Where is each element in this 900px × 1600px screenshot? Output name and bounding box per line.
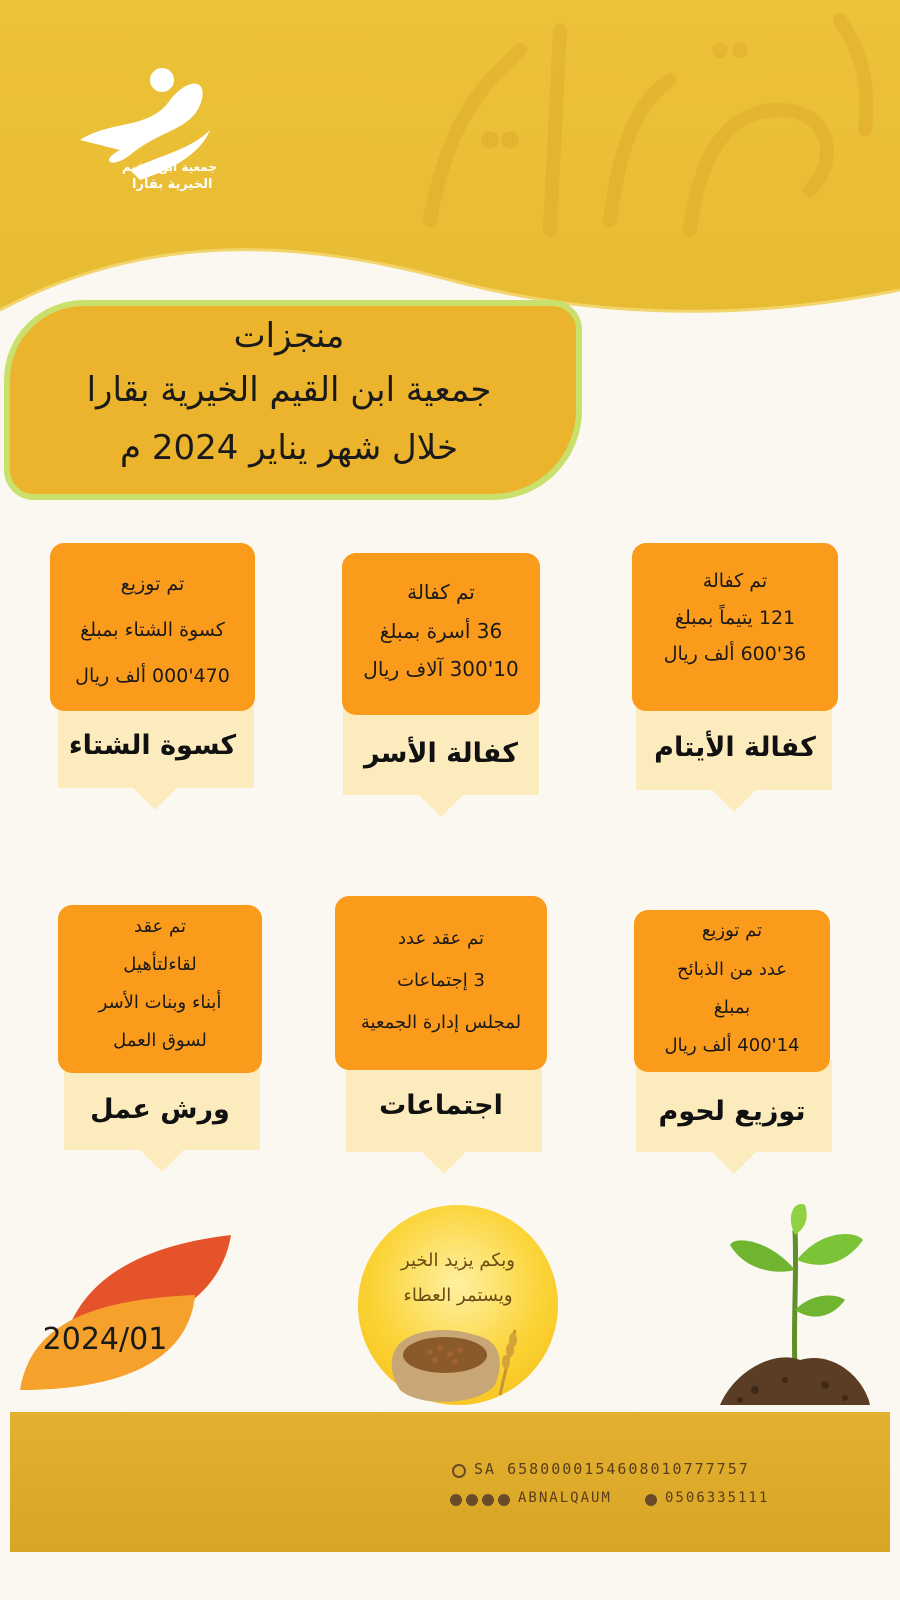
title-line2: جمعية ابن القيم الخيرية بقارا	[86, 370, 492, 410]
footer-handle[interactable]: ABNALQAUM	[518, 1490, 612, 1506]
card-workshops-label: ورش عمل	[90, 1094, 230, 1125]
card-meetings-line3: لمجلس إدارة الجمعية	[360, 1012, 522, 1033]
facebook-icon[interactable]	[498, 1494, 510, 1506]
slogan-line1: وبكم يزيد الخير	[401, 1250, 515, 1271]
card-pointer-meat	[712, 1152, 756, 1174]
snapchat-icon[interactable]	[450, 1494, 462, 1506]
card-pointer-families	[419, 795, 463, 817]
logo-name-line2: الخيرية بقارا	[132, 177, 213, 192]
card-winter-line3: 470'000 ألف ريال	[75, 665, 230, 687]
card-pointer-winter	[133, 788, 177, 810]
title-line3: خلال شهر يناير 2024 م	[119, 428, 459, 468]
plant-icon	[715, 1200, 875, 1410]
card-families-line3: 10'300 آلاف ريال	[363, 657, 519, 681]
footer-iban: SA 6580000154608010777757	[474, 1460, 750, 1478]
card-winter-line1: تم توزيع	[120, 573, 185, 595]
card-pointer-workshops	[140, 1150, 184, 1172]
instagram-icon[interactable]	[466, 1494, 478, 1506]
footer-phone[interactable]: 0506335111	[665, 1490, 770, 1506]
card-workshops-line3: أبناء وبنات الأسر	[98, 992, 222, 1013]
card-families-line2: 36 أسرة بمبلغ	[379, 619, 503, 643]
date-text: 2024/01	[42, 1322, 168, 1357]
card-orphans-line2: 121 يتيماً بمبلغ	[674, 607, 796, 629]
card-families-label: كفالة الأسر	[364, 738, 518, 769]
footer	[10, 1412, 890, 1552]
card-meetings-line1: تم عقد عدد	[398, 928, 484, 949]
card-orphans-line1: تم كفالة	[702, 570, 768, 592]
card-pointer-meetings	[422, 1152, 466, 1174]
whatsapp-icon[interactable]	[645, 1494, 657, 1506]
twitter-icon[interactable]	[482, 1494, 494, 1506]
card-orphans-line3: 36'600 ألف ريال	[663, 643, 807, 665]
card-meetings-label: اجتماعات	[379, 1090, 503, 1121]
card-pointer-orphans	[712, 790, 756, 812]
card-meat-line1: تم توزيع	[701, 920, 763, 941]
card-meat-label: توزيع لحوم	[658, 1096, 806, 1127]
title-line1: منجزات	[233, 316, 345, 356]
card-winter-line2: كسوة الشتاء بمبلغ	[80, 619, 225, 641]
card-meat-line4: 14'400 ألف ريال	[664, 1035, 800, 1056]
card-winter-label: كسوة الشتاء	[68, 730, 237, 761]
slogan-line2: ويستمر العطاء	[403, 1285, 513, 1306]
card-workshops-line1: تم عقد	[133, 916, 186, 937]
card-workshops-line2: لقاءلتأهيل	[123, 954, 197, 975]
card-meat-line3: بمبلغ	[713, 997, 751, 1018]
card-meat-line2: عدد من الذبائح	[676, 959, 788, 980]
card-orphans-label: كفالة الأيتام	[654, 732, 816, 763]
grain-sack-icon	[385, 1310, 525, 1410]
card-meetings-line2: 3 إجتماعات	[397, 970, 485, 991]
card-workshops-line4: لسوق العمل	[113, 1030, 207, 1051]
bank-icon	[452, 1464, 466, 1478]
card-families-line1: تم كفالة	[407, 580, 475, 604]
logo-name-line1: جمعية ابن القيم	[122, 160, 217, 174]
